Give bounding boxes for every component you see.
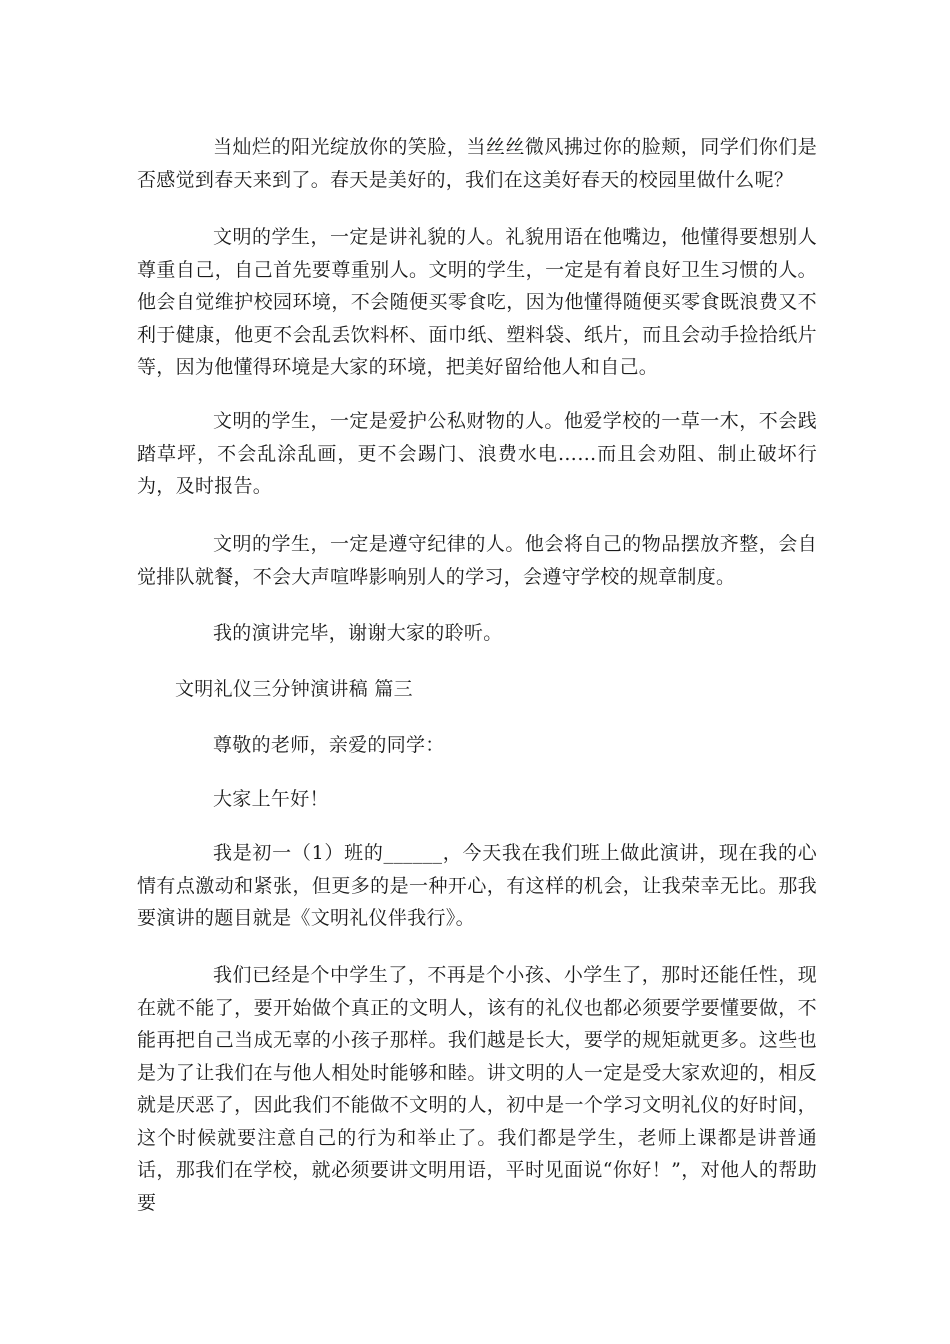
- paragraph-discipline: 文明的学生，一定是遵守纪律的人。他会将自己的物品摆放齐整，会自觉排队就餐，不会大声喧哗影响别人的学习，会遵守学校的规章制度。: [137, 533, 817, 588]
- paragraph-middle-school: 我们已经是个中学生了，不再是个小孩、小学生了，那时还能任性，现在就不能了，要开始做个真正的文明人，该有的礼仪也都必须要学要懂要做，不能再把自己当成无辜的小孩子那样。我们越是长大，要学的规矩就更多。这些也是为了让我们在与他人相处时能够和睦。讲文明的人一定是受大家欢迎的，相反就是厌恶了，因此我们不能做不文明的人，初中是一个学习文明礼仪的好时间，这个时候就要注意自己的行为和举止了。我们都是学生，老师上课都是讲普通话，那我们在学校，就必须要讲文明用语，平时见面说“你好！”，对他人的帮助要: [137, 964, 817, 1214]
- section-title: 文明礼仪三分钟演讲稿 篇三: [175, 678, 413, 700]
- paragraph-self-intro: 我是初一（1）班的______，今天我在我们班上做此演讲，现在我的心情有点激动和紧张，但更多的是一种开心，有这样的机会，让我荣幸无比。那我要演讲的题目就是《文明礼仪伴我行》。: [137, 842, 817, 929]
- paragraph-closing: 我的演讲完毕，谢谢大家的聆听。: [213, 622, 503, 644]
- paragraph-politeness: 文明的学生，一定是讲礼貌的人。礼貌用语在他嘴边，他懂得要想别人尊重自己，自己首先要尊重别人。文明的学生，一定是有着良好卫生习惯的人。他会自觉维护校园环境，不会随便买零食吃，因为他懂得随便买零食既浪费又不利于健康，他更不会乱丢饮料杯、面巾纸、塑料袋、纸片，而且会动手捡拾纸片等，因为他懂得环境是大家的环境，把美好留给他人和自己。: [137, 226, 817, 378]
- paragraph-good-morning: 大家上午好！: [213, 788, 329, 810]
- paragraph-greeting: 尊敬的老师，亲爱的同学：: [213, 734, 445, 756]
- paragraph-spring-intro: 当灿烂的阳光绽放你的笑脸，当丝丝微风拂过你的脸颊，同学们你们是否感觉到春天来到了。春天是美好的，我们在这美好春天的校园里做什么呢？: [137, 136, 817, 191]
- paragraph-property: 文明的学生，一定是爱护公私财物的人。他爱学校的一草一木，不会践踏草坪，不会乱涂乱画，更不会踢门、浪费水电……而且会劝阻、制止破坏行为，及时报告。: [137, 410, 817, 497]
